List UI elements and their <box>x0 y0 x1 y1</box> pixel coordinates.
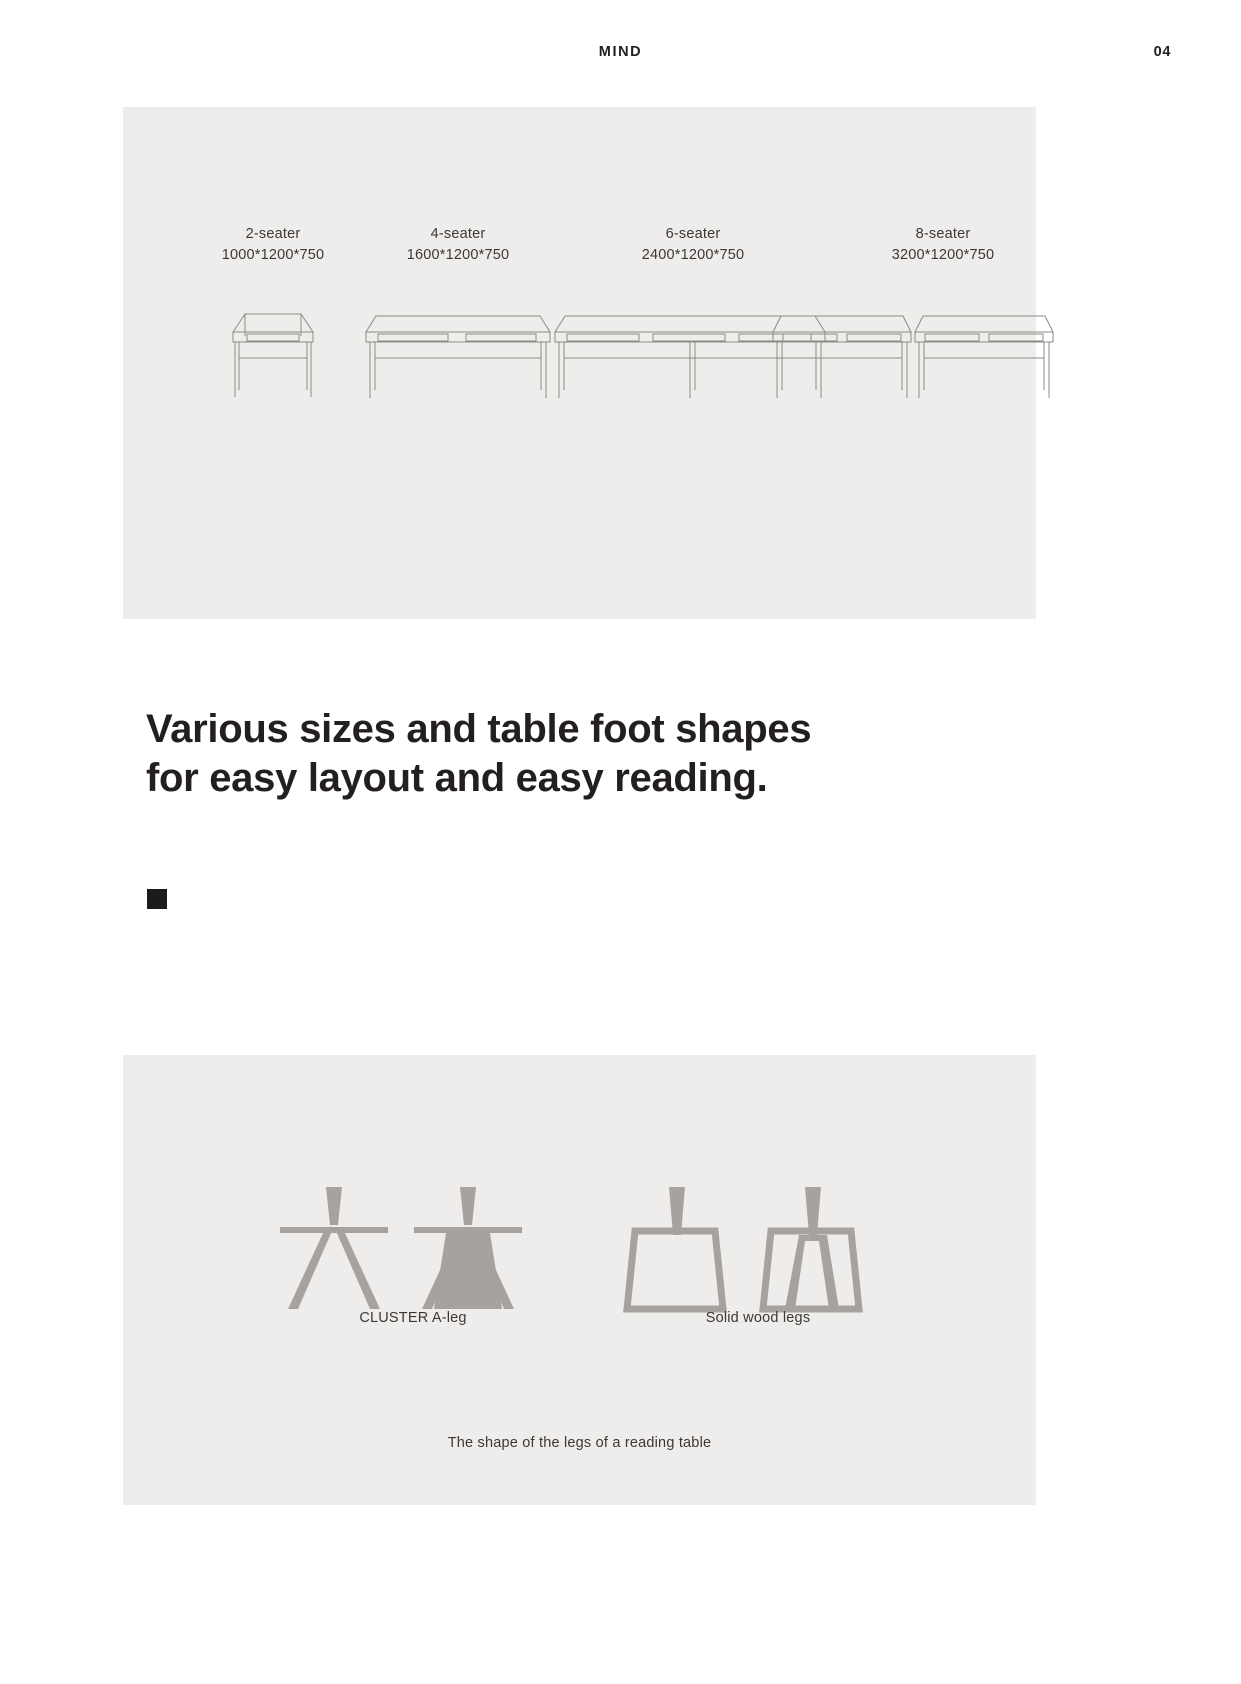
legs-panel-footnote: The shape of the legs of a reading table <box>447 1435 712 1451</box>
leg-type-group <box>613 1185 903 1335</box>
leg-type-group <box>268 1185 558 1335</box>
table-size-caption <box>763 224 1123 266</box>
table-legs-panel <box>123 1055 1036 1505</box>
table-sizes-row <box>123 226 1036 482</box>
table-sizes-panel <box>123 107 1036 619</box>
table-size-item <box>348 226 568 412</box>
table-size-dimensions: 1000*1200*750 <box>221 247 325 263</box>
table-size-dimensions: 3200*1200*750 <box>891 247 995 263</box>
leg-type-label: CLUSTER A-leg <box>359 1310 467 1326</box>
page-number: 04 <box>1153 44 1171 60</box>
table-8-seater-icon <box>763 302 1123 412</box>
table-2-seater-icon <box>183 302 363 412</box>
table-size-dimensions: 1600*1200*750 <box>406 247 510 263</box>
table-size-item <box>763 226 1123 412</box>
table-4-seater-icon <box>348 302 568 412</box>
table-size-name: 2-seater <box>245 226 301 242</box>
page-title: MIND <box>598 44 643 60</box>
table-size-caption <box>348 224 568 266</box>
table-size-name: 6-seater <box>665 226 721 242</box>
table-size-item <box>183 226 363 412</box>
section-headline: Various sizes and table foot shapes for easy layout and easy reading. <box>146 707 812 800</box>
table-size-name: 8-seater <box>915 226 971 242</box>
table-size-name: 4-seater <box>430 226 486 242</box>
table-size-caption <box>183 224 363 266</box>
leg-type-label: Solid wood legs <box>705 1310 811 1326</box>
table-size-dimensions: 2400*1200*750 <box>641 247 745 263</box>
square-bullet-mark <box>147 889 167 909</box>
page-header <box>0 44 1241 68</box>
